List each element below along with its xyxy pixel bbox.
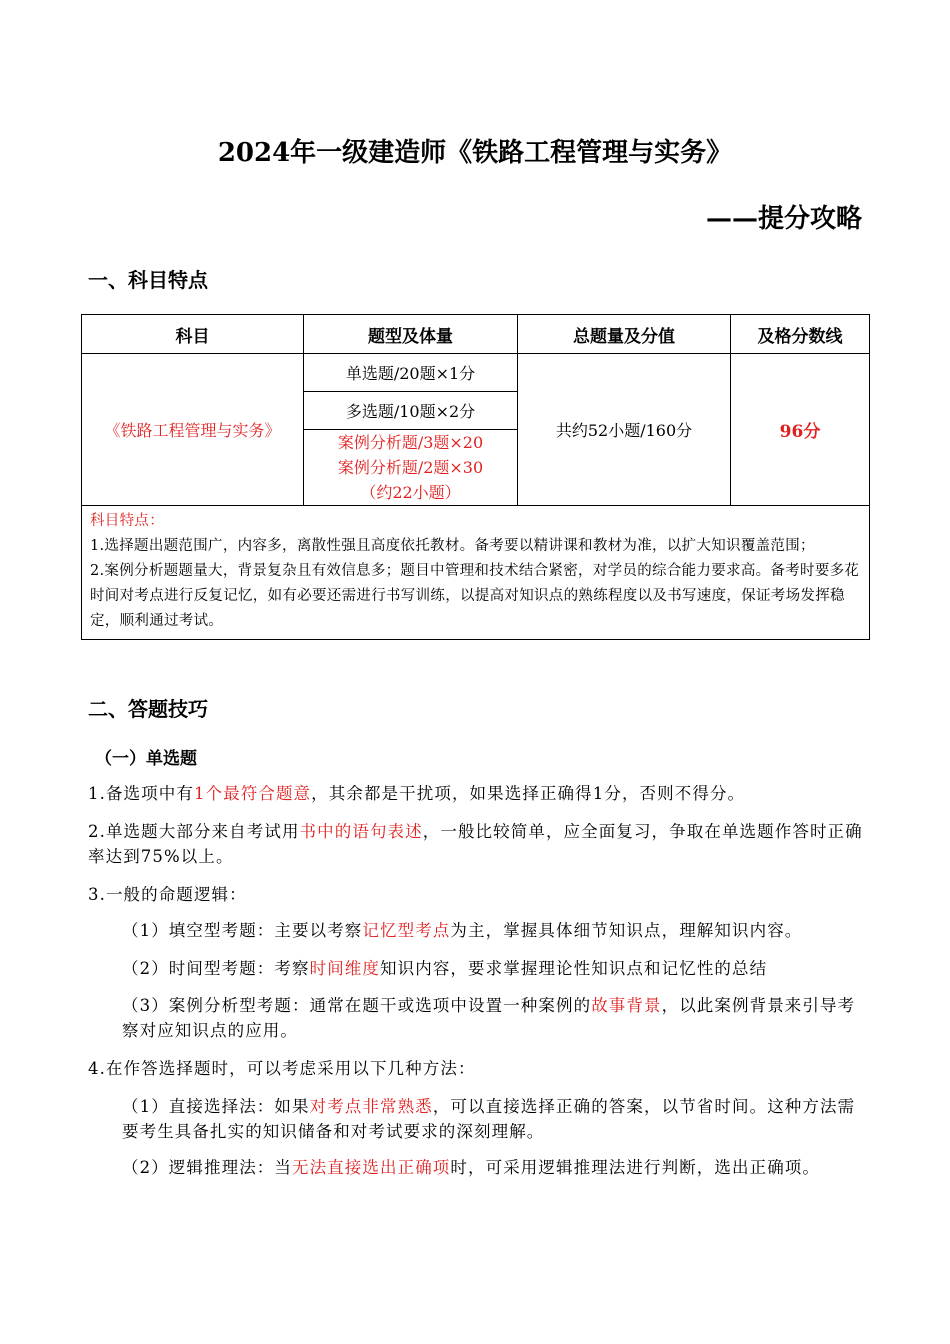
paragraph-4-item-2: （2）逻辑推理法：当无法直接选出正确项时，可采用逻辑推理法进行判断，选出正确项。 <box>122 1158 821 1177</box>
case-line-3: （约22小题） <box>360 483 461 502</box>
paragraph-3-item-2: （2）时间型考题：考察时间维度知识内容，要求掌握理论性知识点和记忆性的总结 <box>122 959 768 978</box>
subject-info-table <box>81 314 870 640</box>
pass-score-cell: 96分 <box>731 354 870 506</box>
paragraph-4: 4.在作答选择题时，可以考虑采用以下几种方法： <box>88 1059 476 1078</box>
document-subtitle: ——提分攻略 <box>705 204 862 234</box>
document-title: 2024年一级建造师《铁路工程管理与实务》 <box>217 138 733 168</box>
paragraph-3: 3.一般的命题逻辑： <box>88 885 247 904</box>
header-subject: 科目 <box>82 315 304 354</box>
table-row <box>82 354 870 392</box>
paragraph-4-item-1: （1）直接选择法：如果对考点非常熟悉，可以直接选择正确的答案，以节省时间。这种方法需要考生具备扎实的知识储备和对考试要求的深刻理解。 <box>122 1097 856 1141</box>
note-item-1: 1.选择题出题范围广，内容多，离散性强且高度依托教材。备考要以精讲课和教材为准，以扩大知识覆盖范围； <box>90 538 815 554</box>
section-heading-answer-tips: 二、答题技巧 <box>88 697 208 721</box>
subject-notes-cell <box>82 506 870 640</box>
case-line-1: 案例分析题/3题×20 <box>337 433 484 452</box>
paragraph-3-item-3: （3）案例分析型考题：通常在题干或选项中设置一种案例的故事背景，以此案例背景来引导考察对应知识点的应用。 <box>122 996 856 1040</box>
paragraph-1: 1.备选项中有1个最符合题意，其余都是干扰项，如果选择正确得1分，否则不得分。 <box>88 784 746 803</box>
header-question-types: 题型及体量 <box>304 315 518 354</box>
header-pass-line: 及格分数线 <box>731 315 870 354</box>
subsection-heading-single-choice: （一）单选题 <box>95 749 197 769</box>
table-notes-row <box>82 506 870 640</box>
table-header-row <box>82 315 870 354</box>
single-choice-cell: 单选题/20题×1分 <box>304 354 518 392</box>
notes-title: 科目特点： <box>90 513 164 529</box>
paragraph-3-item-1: （1）填空型考题：主要以考察记忆型考点为主，掌握具体细节知识点，理解知识内容。 <box>122 921 803 940</box>
paragraph-2: 2.单选题大部分来自考试用书中的语句表述，一般比较简单，应全面复习，争取在单选题作答时正确率达到75%以上。 <box>88 822 863 866</box>
case-line-2: 案例分析题/2题×30 <box>337 458 484 477</box>
header-total-score: 总题量及分值 <box>518 315 731 354</box>
subject-name-cell: 《铁路工程管理与实务》 <box>82 354 304 506</box>
case-analysis-cell <box>304 430 518 506</box>
note-item-2: 2.案例分析题题量大，背景复杂且有效信息多；题目中管理和技术结合紧密，对学员的综合能力要求高。备考时要多花时间对考点进行反复记忆，如有必要还需进行书写训练，以提高对知识点的熟练程度以及书写速度，保证考场发挥稳定，顺利通过考试。 <box>90 563 860 629</box>
multi-choice-cell: 多选题/10题×2分 <box>304 392 518 430</box>
section-heading-subject-features: 一、科目特点 <box>88 268 208 292</box>
total-cell: 共约52小题/160分 <box>518 354 731 506</box>
